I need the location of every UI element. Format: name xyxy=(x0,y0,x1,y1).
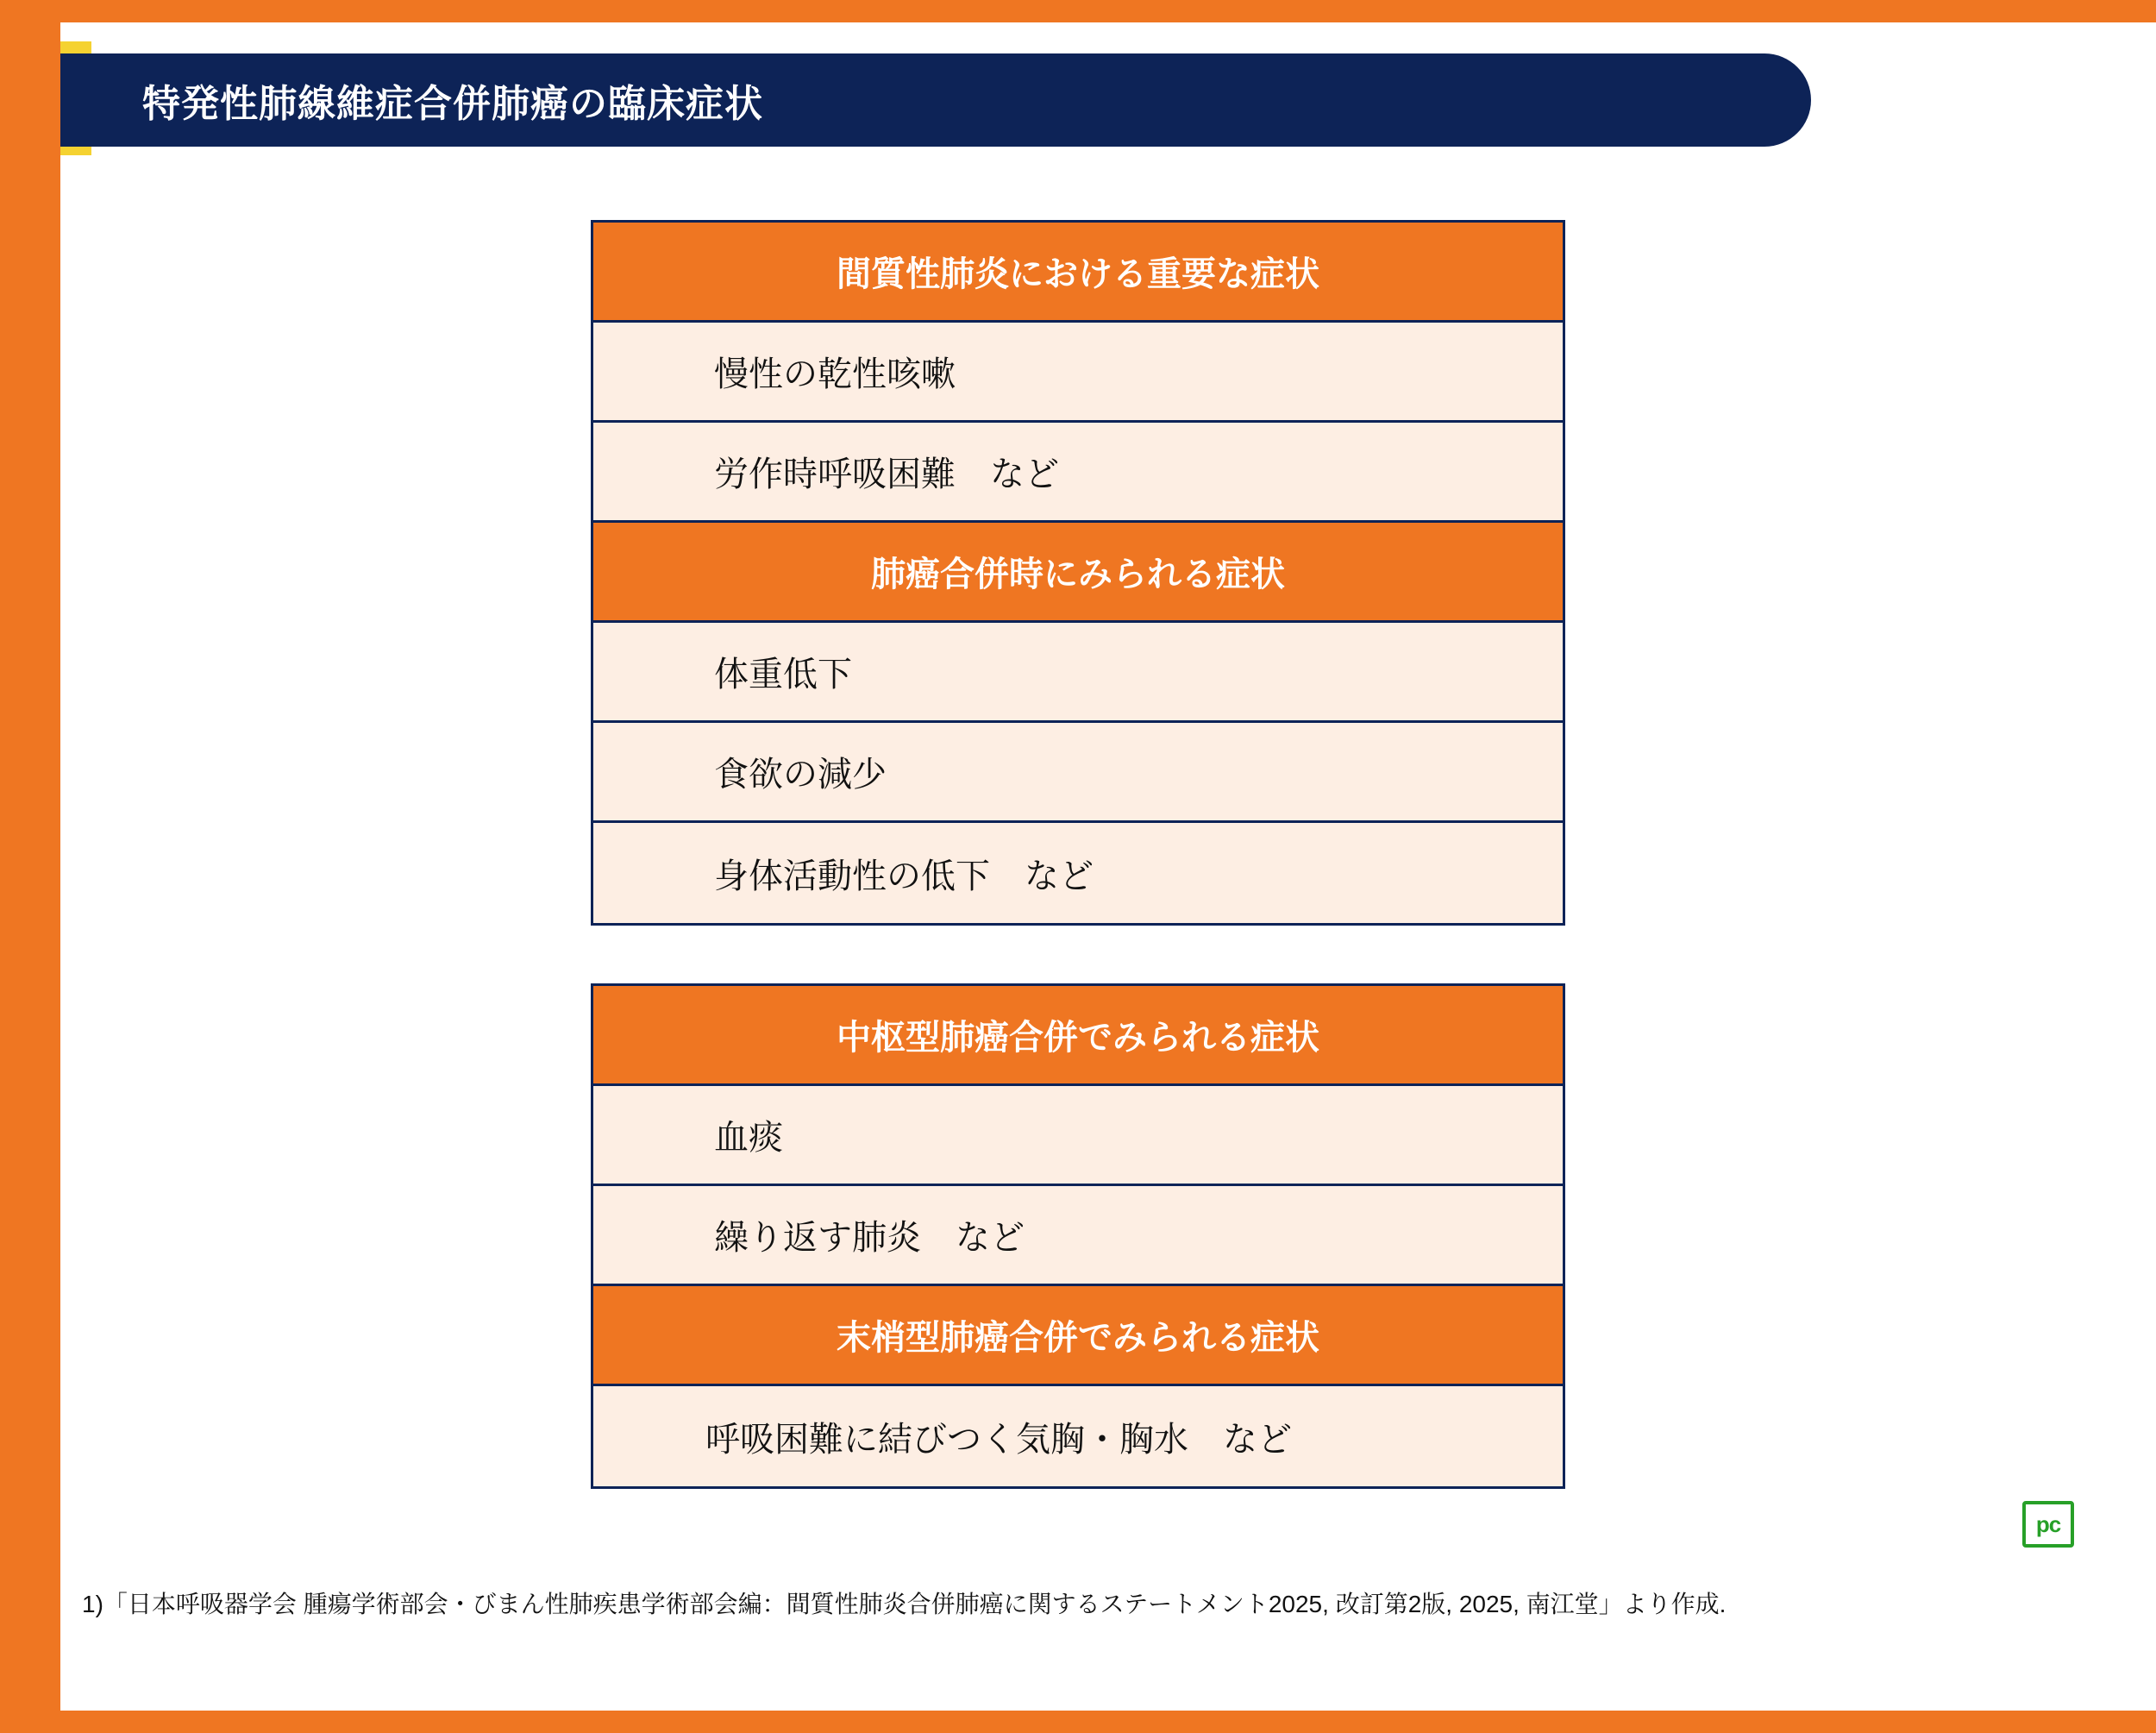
left-orange-band xyxy=(0,0,60,1733)
symptom-table-upper xyxy=(591,220,1565,926)
table-row-header: 間質性肺炎における重要な症状 xyxy=(593,223,1563,323)
table-row: 呼吸困難に結びつく気胸・胸水 など xyxy=(593,1386,1563,1486)
table-row: 食欲の減少 xyxy=(593,723,1563,823)
footnote: 1)「日本呼吸器学会 腫瘍学術部会・びまん性肺疾患学術部会編：間質性肺炎合併肺癌に関するステートメント2025, 改訂第2版, 2025, 南江堂」より作成. xyxy=(82,1591,1727,1617)
symptom-table-lower xyxy=(591,983,1565,1489)
title-bar xyxy=(60,53,1811,147)
bottom-orange-band xyxy=(0,1711,2156,1733)
table-row-header: 末梢型肺癌合併でみられる症状 xyxy=(593,1286,1563,1386)
page-title: 特発性肺線維症合併肺癌の臨床症状 xyxy=(142,83,763,125)
table-row: 慢性の乾性咳嗽 xyxy=(593,323,1563,423)
table-row: 身体活動性の低下 など xyxy=(593,823,1563,923)
table-row: 繰り返す肺炎 など xyxy=(593,1186,1563,1286)
table-row-header: 中枢型肺癌合併でみられる症状 xyxy=(593,986,1563,1086)
table-row: 体重低下 xyxy=(593,623,1563,723)
pc-logo-icon: pc xyxy=(2022,1501,2074,1548)
table-row: 労作時呼吸困難 など xyxy=(593,423,1563,523)
table-row: 血痰 xyxy=(593,1086,1563,1186)
top-orange-band xyxy=(0,0,2156,22)
table-row-header: 肺癌合併時にみられる症状 xyxy=(593,523,1563,623)
